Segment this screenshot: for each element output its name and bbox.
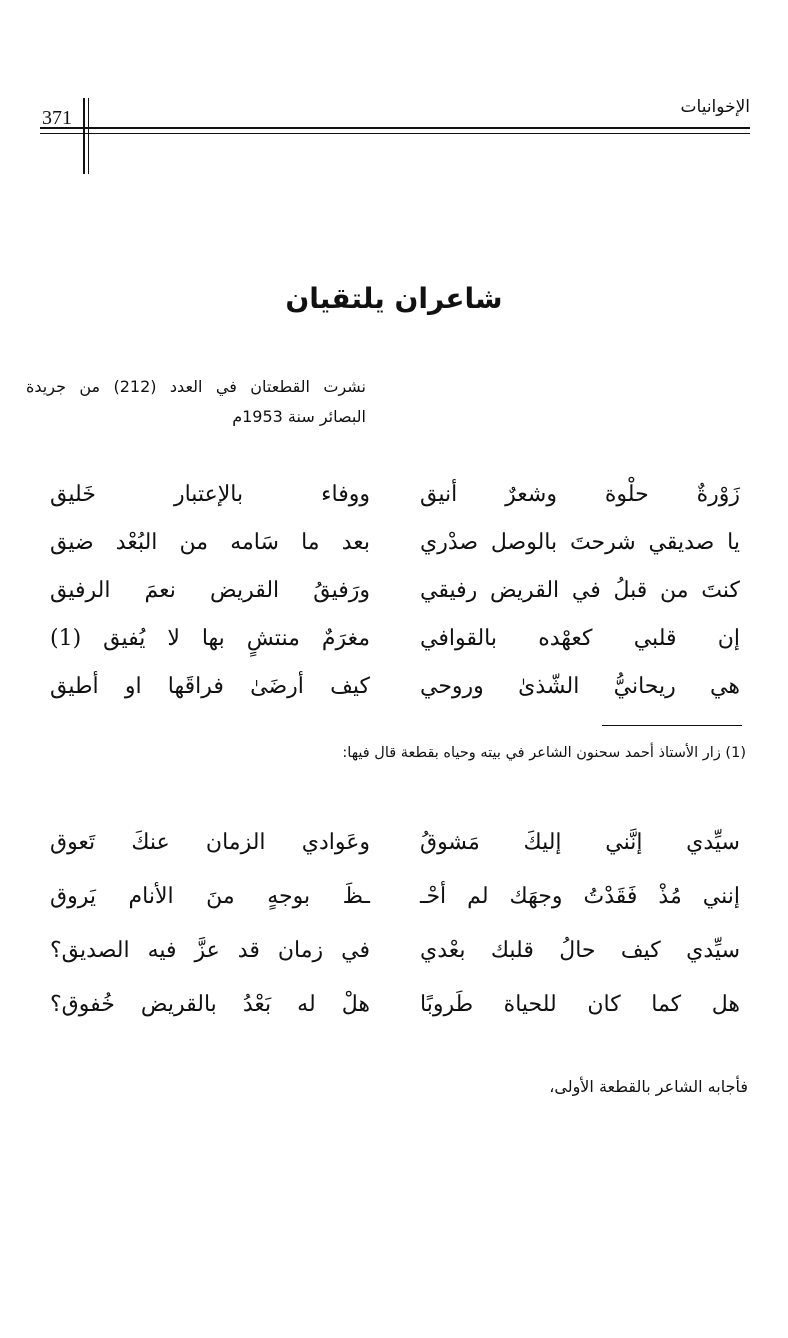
header-rule-vertical-thin	[88, 98, 89, 174]
hemistich-first: يا صديقي شرحتَ بالوصل صدْري	[420, 529, 740, 555]
verse	[50, 470, 740, 518]
verse	[50, 815, 740, 869]
running-head: الإخوانيات	[680, 97, 750, 117]
verse	[50, 518, 740, 566]
page-title: شاعران يلتقيان	[285, 282, 503, 315]
hemistich-second: ـظَ بوجهٍ منَ الأنام يَروق	[50, 883, 370, 909]
hemistich-second: بعد ما سَامه من البُعْد ضيق	[50, 529, 370, 555]
verse	[50, 566, 740, 614]
header-rule-thick	[40, 127, 750, 129]
poem-two	[50, 815, 740, 1031]
hemistich-first: كنتَ من قبلُ في القريض رفيقي	[420, 577, 740, 603]
closing-line: فأجابه الشاعر بالقطعة الأولى،	[549, 1077, 748, 1096]
hemistich-first: سيِّدي كيف حالُ قلبك بعْدي	[420, 937, 740, 963]
verse	[50, 977, 740, 1031]
hemistich-second: وعَوادي الزمان عنكَ تَعوق	[50, 829, 370, 855]
hemistich-first: هل كما كان للحياة طَروبًا	[420, 991, 740, 1017]
hemistich-second: هلْ له بَعْدُ بالقريض خُفوق؟	[50, 991, 370, 1017]
hemistich-second: ووفاء بالإعتبار خَليق	[50, 481, 370, 507]
hemistich-second: مغرَمٌ منتشٍ بها لا يُفيق (1)	[50, 625, 370, 651]
page-number: 371	[42, 107, 72, 129]
footnote-rule	[602, 725, 742, 726]
hemistich-first: إنني مُذْ فَقَدْتُ وجهَك لم أحْـ	[420, 883, 740, 909]
verse	[50, 923, 740, 977]
verse	[50, 662, 740, 710]
hemistich-first: سيِّدي إنَّني إليكَ مَشوقُ	[420, 829, 740, 855]
intro-note: نشرت القطعتان في العدد (212) من جريدة البصائر سنة 1953م	[26, 377, 366, 426]
hemistich-first: زَوْرةٌ حلْوة وشعرٌ أنيق	[420, 481, 740, 507]
hemistich-second: كيف أرضَىٰ فراقَها او أطيق	[50, 673, 370, 699]
verse	[50, 614, 740, 662]
verse	[50, 869, 740, 923]
header-rule-vertical-thick	[83, 98, 85, 174]
poem-one	[50, 470, 740, 710]
hemistich-second: ورَفيقُ القريض نعمَ الرفيق	[50, 577, 370, 603]
hemistich-first: هي ريحانيُّ الشّذىٰ وروحي	[420, 673, 740, 699]
hemistich-first: إن قلبي كعهْده بالقوافي	[420, 625, 740, 651]
footnote: (1) زار الأستاذ أحمد سحنون الشاعر في بيته وحياه بقطعة قال فيها:	[342, 745, 746, 761]
hemistich-second: في زمان قد عزَّ فيه الصديق؟	[50, 937, 370, 963]
header-rule-thin	[40, 133, 750, 134]
